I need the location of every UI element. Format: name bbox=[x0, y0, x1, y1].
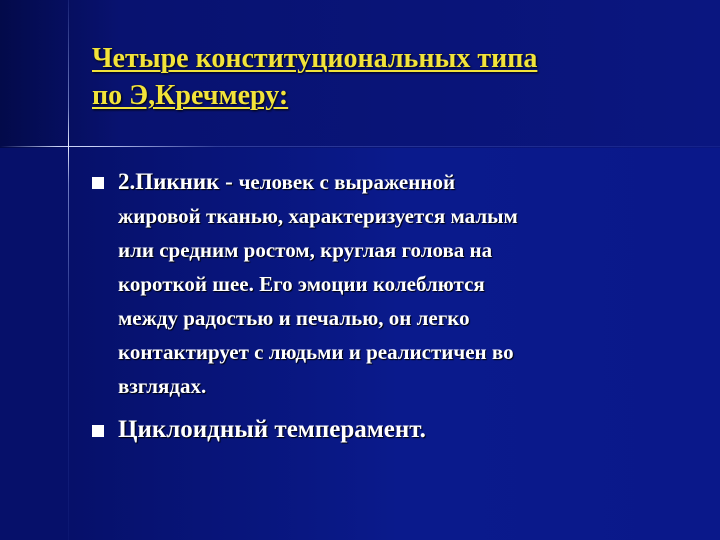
slide-title-line-2: по Э,Кречмеру: bbox=[92, 80, 289, 111]
slide-title-line-1: Четыре конституциональных типа bbox=[92, 43, 538, 74]
bullet-pyknic-line: или средним ростом, круглая голова на bbox=[118, 238, 493, 262]
bullet-pyknic-line: между радостью и печалью, он легко bbox=[118, 306, 470, 330]
bullet-square-icon bbox=[92, 425, 104, 437]
bullet-cycloid-text: Циклоидный темперамент. bbox=[118, 416, 426, 443]
bullet-pyknic-text bbox=[118, 165, 698, 403]
bullet-pyknic-line: взглядах. bbox=[118, 374, 207, 398]
decorative-vertical-line bbox=[68, 0, 69, 540]
bullet-pyknic-first-line bbox=[118, 165, 698, 199]
bullet-pyknic-line: жировой тканью, характеризуется малым bbox=[118, 204, 518, 228]
decorative-horizontal-line bbox=[0, 146, 720, 147]
slide-title bbox=[92, 40, 692, 114]
bullet-pyknic-first-line-rest: человек с выраженной bbox=[238, 170, 456, 194]
bullet-square-icon bbox=[92, 177, 104, 189]
bullet-pyknic-line: короткой шее. Его эмоции колеблются bbox=[118, 272, 485, 296]
bullet-pyknic-lead: 2.Пикник - bbox=[118, 169, 239, 194]
left-strip bbox=[0, 148, 68, 540]
bullet-pyknic-line: контактирует с людьми и реалистичен во bbox=[118, 340, 514, 364]
